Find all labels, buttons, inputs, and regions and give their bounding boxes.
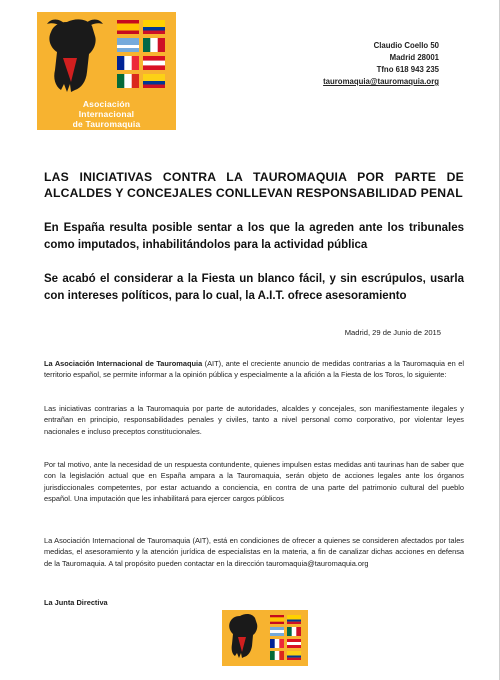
address-phone: Tfno 618 943 235 bbox=[376, 65, 439, 74]
ait-logo bbox=[37, 12, 176, 130]
address-city: Madrid 28001 bbox=[389, 53, 439, 62]
bull-flags-small-icon bbox=[222, 610, 308, 666]
subheading-1: En España resulta posible sentar a los que la agreden ante los tribunales como imputados, inhabilitándolos para la actividad pública bbox=[44, 222, 464, 251]
subheading-2: Se acabó el considerar a la Fiesta un blanco fácil, y sin escrúpulos, usarla con intereses políticos, para lo cual, la A.I.T. ofrece asesoramiento bbox=[44, 273, 464, 302]
address-street: Claudio Coello 50 bbox=[373, 41, 439, 50]
address-email-link[interactable]: tauromaquia@tauromaquia.org bbox=[323, 77, 439, 86]
paragraph-1-rest: (AIT), ante el creciente anuncio de medidas contrarias a la Tauromaquia en el territorio español, se permite informar a la opinión pública y especialmente a la afición a la Fiesta de los Toros, lo siguiente: bbox=[44, 359, 464, 380]
document-date: Madrid, 29 de Junio de 2015 bbox=[344, 328, 441, 337]
contact-address bbox=[323, 40, 439, 88]
footer-logo bbox=[222, 610, 308, 666]
logo-text-line3: de Tauromaquia bbox=[72, 119, 141, 129]
paragraph-3: Por tal motivo, ante la necesidad de un respuesta contundente, quienes impulsen estas medidas anti taurinas han de saber que con la legislación actual que en España ampara a la Tauromaquia, serán objeto de acciones legales ante los órganos jurisdiccionales competentes, por estar actuando a conciencia, en contra de una parte del patrimonio cultural del pueblo español. Una imputación que les inhabilitará para ejercer cargos públicos bbox=[44, 460, 464, 504]
paragraph-4: La Asociación Internacional de Tauromaquia (AIT), está en condiciones de ofrecer a quienes se consideren afectados por tales medidas, el asesoramiento y la atención jurídica de especialistas en la materia, a fin de canalizar dichas acciones en defensa de la Tauromaquia. A tal propósito pueden contactar en la dirección tauromaquia@tauromaquia.org bbox=[44, 536, 464, 568]
signature: La Junta Directiva bbox=[44, 598, 108, 607]
paragraph-1-bold: La Asociación Internacional de Tauromaquia bbox=[44, 359, 203, 368]
logo-text-line1: Asociación bbox=[82, 99, 131, 109]
headline: LAS INICIATIVAS CONTRA LA TAUROMAQUIA POR PARTE DE ALCALDES Y CONCEJALES CONLLEVAN RESPONSABILIDAD PENAL bbox=[44, 170, 464, 200]
paragraph-1 bbox=[44, 358, 464, 381]
paragraph-2: Las iniciativas contrarias a la Tauromaquia por parte de autoridades, alcaldes y concejales, son manifiestamente ilegales y entrañan en principio, responsabilidades penales y civiles, tanto a nivel personal como corporativo, por violentar leyes nacionales e incluso preceptos constitucionales. bbox=[44, 404, 464, 436]
logo-text-line2: Internacional bbox=[78, 109, 135, 119]
